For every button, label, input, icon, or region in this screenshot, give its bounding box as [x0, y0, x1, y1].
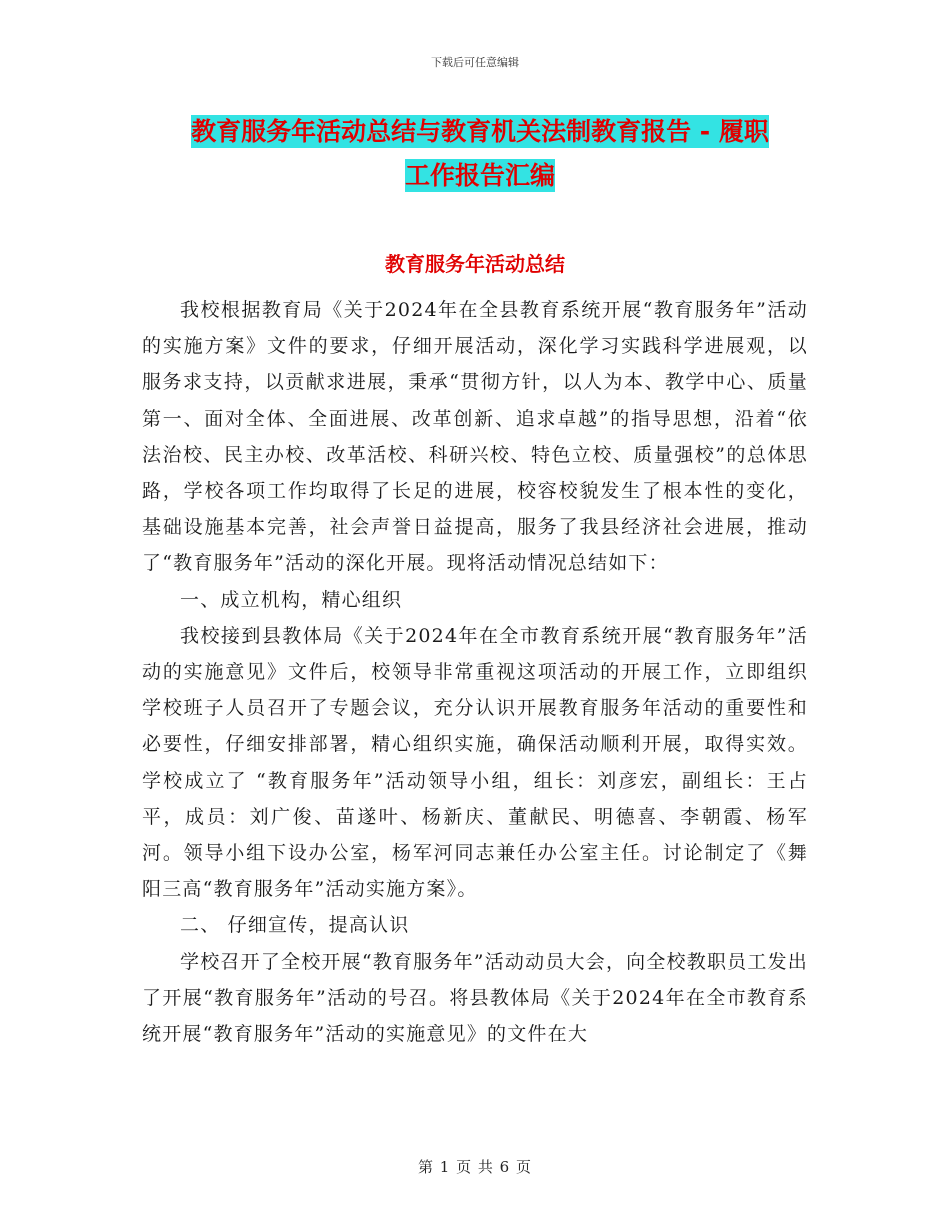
subheading-1: 一、成立机构，精心组织	[180, 588, 403, 611]
section-heading: 教育服务年活动总结	[385, 252, 565, 276]
document-body	[142, 292, 808, 1052]
document-title-line-1: 教育服务年活动总结与教育机关法制教育报告 - 履职	[191, 117, 769, 146]
subheading-2: 二、 仔细宣传，提高认识	[180, 914, 410, 937]
paragraph-intro: 我校根据教育局《关于2024年在全县教育系统开展“教育服务年”活动的实施方案》文件的要求，仔细开展活动，深化学习实践科学进展观，以服务求支持，以贡献求进展，秉承“贯彻方针，以人为本、教学中心、质量第一、面对全体、全面进展、改革创新、追求卓越”的指导思想，沿着“依法治校、民主办校、改革活校、科研兴校、特色立校、质量强校”的总体思路，学校各项工作均取得了长足的进展，校容校貌发生了根本性的变化，基础设施基本完善，社会声誉日益提高，服务了我县经济社会进展，推动了“教育服务年”活动的深化开展。现将活动情况总结如下：	[142, 299, 808, 575]
document-title	[140, 110, 820, 198]
document-title-line-2: 工作报告汇编	[404, 161, 555, 190]
page-header-note: 下载后可任意编辑	[431, 56, 519, 69]
page-number: 第 1 页 共 6 页	[418, 1158, 532, 1176]
paragraph-1: 我校接到县教体局《关于2024年在全市教育系统开展“教育服务年”活动的实施意见》文件后，校领导非常重视这项活动的开展工作，立即组织学校班子人员召开了专题会议，充分认识开展教育服务年活动的重要性和必要性，仔细安排部署，精心组织实施，确保活动顺利开展，取得实效。学校成立了 “教育服务年”活动领导小组，组长：刘彦宏，副组长：王占平，成员：刘广俊、苗遂叶、杨新庆、董献民、明德喜、李朝霞、杨军河。领导小组下设办公室，杨军河同志兼任办公室主任。讨论制定了《舞阳三高“教育服务年”活动实施方案》。	[142, 624, 808, 901]
paragraph-2: 学校召开了全校开展“教育服务年”活动动员大会，向全校教职员工发出了开展“教育服务年”活动的号召。将县教体局《关于2024年在全市教育系统开展“教育服务年”活动的实施意见》的文件在大	[142, 950, 808, 1046]
